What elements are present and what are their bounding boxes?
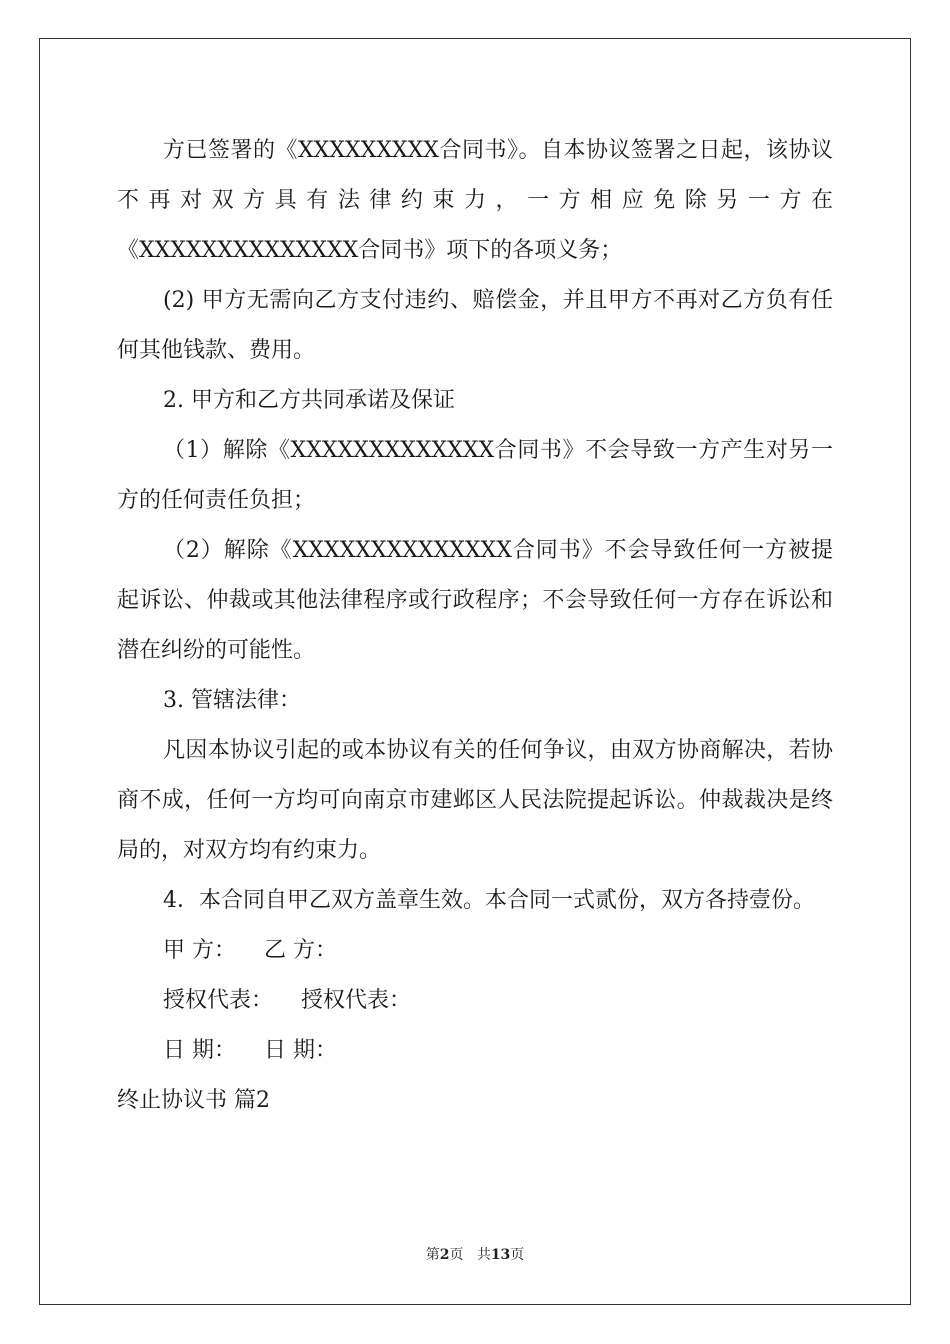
date-a-label: 日 期： [163,1038,236,1063]
signature-parties [117,926,833,976]
clause-2-heading: 2. 甲方和乙方共同承诺及保证 [163,388,455,413]
page-current: 2 [439,1247,450,1263]
signature-representatives [117,976,833,1026]
party-b-label: 乙 方： [264,938,337,963]
total-prefix: 共 [476,1247,491,1263]
paragraph-4: （2）解除《XXXXXXXXXXXXXX合同书》不会导致任何一方被提起诉讼、仲裁或其他法律程序或行政程序；不会导致任何一方存在诉讼和潜在纠纷的可能性。 [117,538,833,663]
section-title: 终止协议书 篇2 [117,1088,270,1113]
paragraph-6: 4．本合同自甲乙双方盖章生效。本合同一式贰份，双方各持壹份。 [163,888,815,913]
total-suffix: 页 [510,1247,525,1263]
date-b-label: 日 期： [264,1038,337,1063]
page-suffix: 页 [449,1247,464,1263]
page-footer [0,1244,950,1264]
paragraph-2: (2) 甲方无需向乙方支付违约、赔偿金，并且甲方不再对乙方负有任何其他钱款、费用。 [117,288,833,363]
signature-dates [117,1026,833,1076]
paragraph-1: 方已签署的《XXXXXXXXX合同书》。自本协议签署之日起，该协议不再对双方具有法律约束力，一方相应免除另一方在《XXXXXXXXXXXXXX合同书》项下的各项义务； [117,138,833,263]
rep-b-label: 授权代表： [301,988,412,1013]
page-prefix: 第 [425,1247,440,1263]
paragraph-5: 凡因本协议引起的或本协议有关的任何争议，由双方协商解决，若协商不成，任何一方均可向南京市建邺区人民法院提起诉讼。仲裁裁决是终局的，对双方均有约束力。 [117,738,833,863]
clause-3-heading: 3. 管辖法律： [163,688,301,713]
party-a-label: 甲 方： [163,938,236,963]
total-pages: 13 [490,1247,511,1263]
document-body [117,126,833,1126]
rep-a-label: 授权代表： [163,988,274,1013]
paragraph-3: （1）解除《XXXXXXXXXXXXX合同书》不会导致一方产生对另一方的任何责任负担； [117,438,833,513]
